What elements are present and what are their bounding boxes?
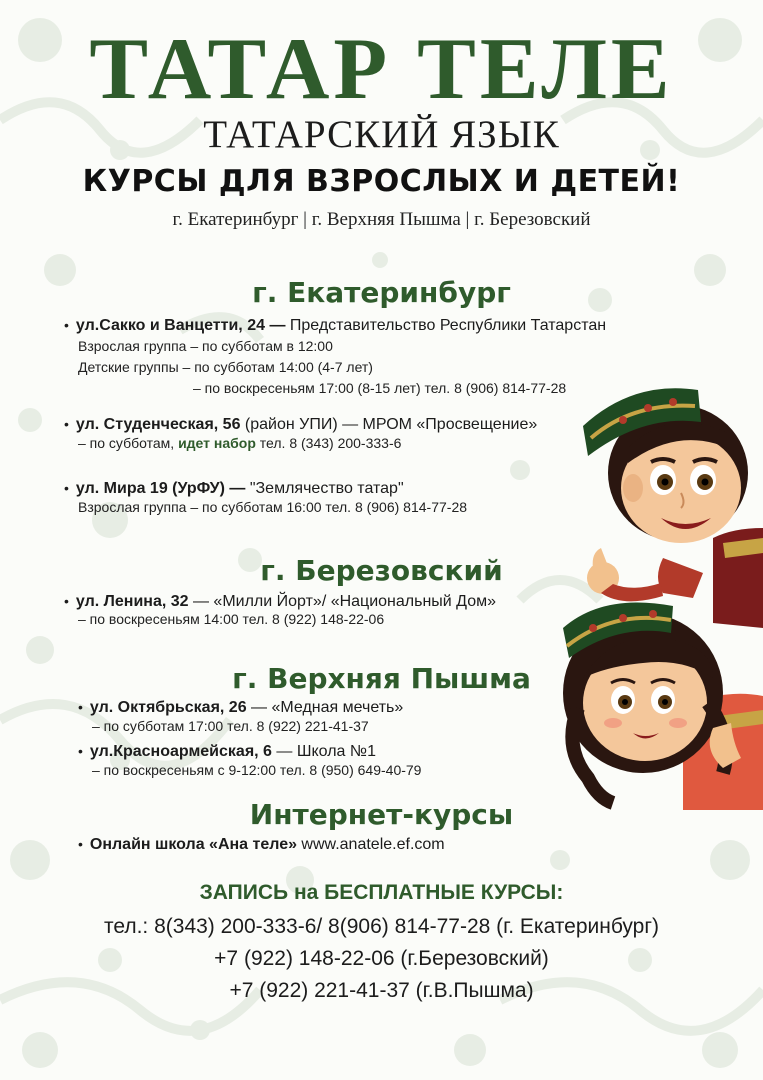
main-title: ТАТАР ТЕЛЕ: [89, 21, 674, 118]
venue: Представительство Республики Татарстан: [285, 317, 607, 334]
schedule-line: Взрослая группа – по субботам 16:00 тел. 8 (906) 814-77-28: [78, 499, 468, 515]
list-item: [64, 478, 404, 499]
list-item: [78, 741, 376, 762]
subtitle: ТАТАРСКИЙ ЯЗЫК: [203, 113, 560, 156]
signup-heading: ЗАПИСЬ на БЕСПЛАТНЫЕ КУРСЫ:: [199, 881, 564, 904]
section-heading-berezovsky: г. Березовский: [260, 554, 503, 587]
online-school-url[interactable]: www.anatele.ef.com: [296, 836, 445, 853]
address: ул. Мира 19 (УрФУ) —: [75, 480, 246, 497]
children-illustration: [563, 378, 763, 810]
online-school-name: Онлайн школа «Ана теле»: [89, 836, 297, 853]
phone-line: тел.: 8(343) 200-333-6/ 8(906) 814-77-28 (г. Екатеринбург): [103, 915, 660, 938]
schedule-line: – по воскресеньям 14:00 тел. 8 (922) 148-22-06: [78, 611, 385, 627]
address: ул.Сакко и Ванцетти, 24 —: [75, 317, 286, 334]
list-item: [78, 697, 403, 718]
list-item: [78, 834, 445, 855]
venue: — «Медная мечеть»: [246, 699, 404, 716]
phone-text: тел. 8 (343) 200-333-6: [255, 435, 402, 451]
schedule-text: – по субботам,: [78, 435, 179, 451]
venue: — «Милли Йорт»/ «Национальный Дом»: [188, 593, 496, 610]
bullet: •: [78, 836, 83, 852]
section-heading-online: Интернет-курсы: [249, 798, 514, 831]
cities-line: г. Екатеринбург | г. Верхняя Пышма | г. Березовский: [172, 209, 591, 230]
venue: (район УПИ) — МРОМ «Просвещение»: [240, 416, 538, 433]
bullet: •: [64, 480, 69, 496]
schedule-line: – по субботам 17:00 тел. 8 (922) 221-41-37: [92, 718, 369, 734]
list-item: [64, 591, 496, 612]
list-item: [64, 414, 537, 435]
girl-figure: [563, 602, 763, 810]
phone-line: +7 (922) 148-22-06 (г.Березовский): [214, 947, 549, 970]
bullet: •: [64, 593, 69, 609]
address: ул. Ленина, 32: [75, 593, 189, 610]
address: ул. Студенческая, 56: [75, 416, 241, 433]
schedule-line: Детские группы – по субботам 14:00 (4-7 лет): [78, 359, 373, 375]
bullet: •: [64, 317, 69, 333]
section-heading-verkhnyaya-pyshma: г. Верхняя Пышма: [232, 662, 531, 695]
venue: "Землячество татар": [245, 480, 404, 497]
section-heading-ekaterinburg: г. Екатеринбург: [252, 276, 511, 309]
courses-heading: КУРСЫ ДЛЯ ВЗРОСЛЫХ И ДЕТЕЙ!: [82, 164, 681, 199]
bullet: •: [78, 743, 83, 759]
bullet: •: [78, 699, 83, 715]
list-item: [64, 315, 606, 336]
schedule-line: – по воскресеньям 17:00 (8-15 лет) тел. 8 (906) 814-77-28: [193, 380, 567, 396]
bullet: •: [64, 416, 69, 432]
address: ул. Октябрьская, 26: [89, 699, 247, 716]
schedule-line: – по воскресеньям с 9-12:00 тел. 8 (950) 649-40-79: [92, 762, 422, 778]
schedule-line: [78, 434, 401, 453]
venue: — Школа №1: [271, 743, 376, 760]
schedule-line: Взрослая группа – по субботам в 12:00: [78, 338, 333, 354]
phone-line: +7 (922) 221-41-37 (г.В.Пышма): [229, 979, 534, 1002]
address: ул.Красноармейская, 6: [89, 743, 272, 760]
boy-figure: [583, 388, 763, 628]
enrollment-open: идет набор: [178, 435, 256, 451]
